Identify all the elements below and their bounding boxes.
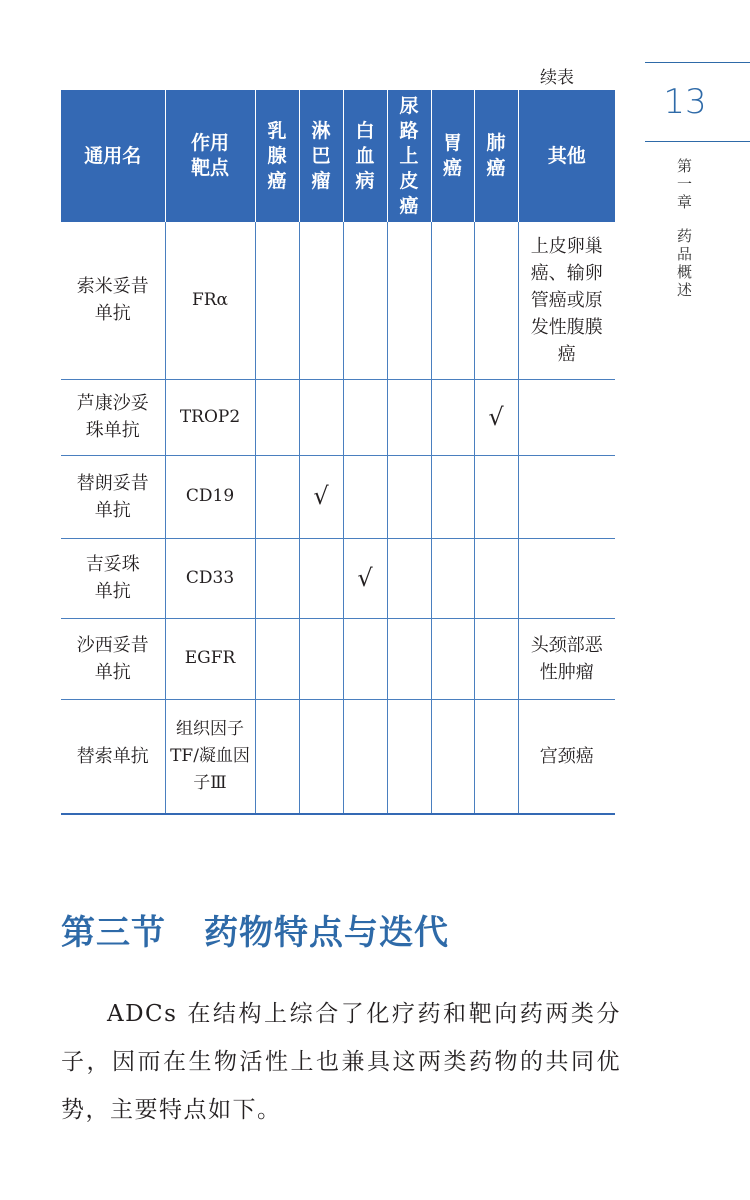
cell-other — [518, 455, 615, 538]
cell-other — [518, 379, 615, 455]
table-row — [61, 222, 615, 379]
cell-empty — [299, 379, 343, 455]
header-other: 其他 — [518, 90, 615, 222]
cell-empty — [431, 222, 474, 379]
cell-empty — [343, 222, 387, 379]
header-rule-top — [645, 62, 750, 63]
cell-empty — [474, 699, 518, 814]
indication-table — [61, 90, 615, 815]
cell-name: 替朗妥昔单抗 — [61, 455, 165, 538]
cell-empty — [387, 538, 431, 618]
cell-empty — [431, 699, 474, 814]
chapter-label — [672, 158, 696, 300]
header-leukemia: 白血病 — [343, 90, 387, 222]
cell-empty — [343, 455, 387, 538]
cell-empty — [387, 455, 431, 538]
cell-empty — [255, 538, 299, 618]
cell-target: TROP2 — [165, 379, 255, 455]
cell-other: 宫颈癌 — [518, 699, 615, 814]
cell-empty — [255, 222, 299, 379]
cell-empty — [387, 222, 431, 379]
cell-target: CD33 — [165, 538, 255, 618]
cell-empty — [474, 538, 518, 618]
cell-empty — [299, 618, 343, 699]
cell-name: 索米妥昔单抗 — [61, 222, 165, 379]
section-title: 药物特点与迭代 — [204, 913, 449, 953]
cell-empty — [343, 699, 387, 814]
cell-empty — [387, 379, 431, 455]
table-row — [61, 455, 615, 538]
cell-empty — [431, 379, 474, 455]
check-lung-cancer: √ — [474, 379, 518, 455]
cell-empty — [255, 699, 299, 814]
body-paragraph: ADCs 在结构上综合了化疗药和靶向药两类分子，因而在生物活性上也兼具这两类药物的共同优势，主要特点如下。 — [61, 1001, 621, 1123]
cell-empty — [299, 699, 343, 814]
cell-other — [518, 538, 615, 618]
header-rule-bottom — [645, 141, 750, 142]
header-urothelial-cancer: 尿路上皮癌 — [387, 90, 431, 222]
cell-other: 头颈部恶性肿瘤 — [518, 618, 615, 699]
cell-empty — [474, 618, 518, 699]
chapter-title: 药品概述 — [675, 228, 693, 300]
section-number: 第三节 — [61, 913, 166, 953]
cell-empty — [299, 222, 343, 379]
table-header-row — [61, 90, 615, 222]
cell-empty — [387, 618, 431, 699]
cell-empty — [474, 222, 518, 379]
cell-name: 吉妥珠单抗 — [61, 538, 165, 618]
header-generic-name: 通用名 — [61, 90, 165, 222]
cell-name: 替索单抗 — [61, 699, 165, 814]
table-row — [61, 699, 615, 814]
cell-empty — [431, 538, 474, 618]
check-lymphoma: √ — [299, 455, 343, 538]
cell-empty — [343, 618, 387, 699]
cell-other: 上皮卵巢癌、输卵管癌或原发性腹膜癌 — [518, 222, 615, 379]
cell-empty — [343, 379, 387, 455]
cell-name: 沙西妥昔单抗 — [61, 618, 165, 699]
cell-name: 芦康沙妥珠单抗 — [61, 379, 165, 455]
cell-empty — [255, 455, 299, 538]
cell-empty — [299, 538, 343, 618]
header-gastric-cancer: 胃癌 — [431, 90, 474, 222]
cell-empty — [255, 618, 299, 699]
header-lymphoma: 淋巴瘤 — [299, 90, 343, 222]
cell-target: EGFR — [165, 618, 255, 699]
table-row — [61, 379, 615, 455]
header-breast-cancer: 乳腺癌 — [255, 90, 299, 222]
cell-target: CD19 — [165, 455, 255, 538]
continued-label: 续表 — [540, 68, 574, 88]
cell-empty — [474, 455, 518, 538]
cell-empty — [387, 699, 431, 814]
cell-empty — [431, 618, 474, 699]
cell-empty — [431, 455, 474, 538]
page-number: 13 — [663, 82, 707, 122]
table-row — [61, 618, 615, 699]
check-leukemia: √ — [343, 538, 387, 618]
header-target: 作用靶点 — [165, 90, 255, 222]
cell-target: 组织因子TF/凝血因子Ⅲ — [165, 699, 255, 814]
section-heading — [61, 905, 449, 954]
header-lung-cancer: 肺癌 — [474, 90, 518, 222]
cell-empty — [255, 379, 299, 455]
table-row — [61, 538, 615, 618]
chapter-number: 第一章 — [675, 158, 693, 212]
cell-target: FRα — [165, 222, 255, 379]
